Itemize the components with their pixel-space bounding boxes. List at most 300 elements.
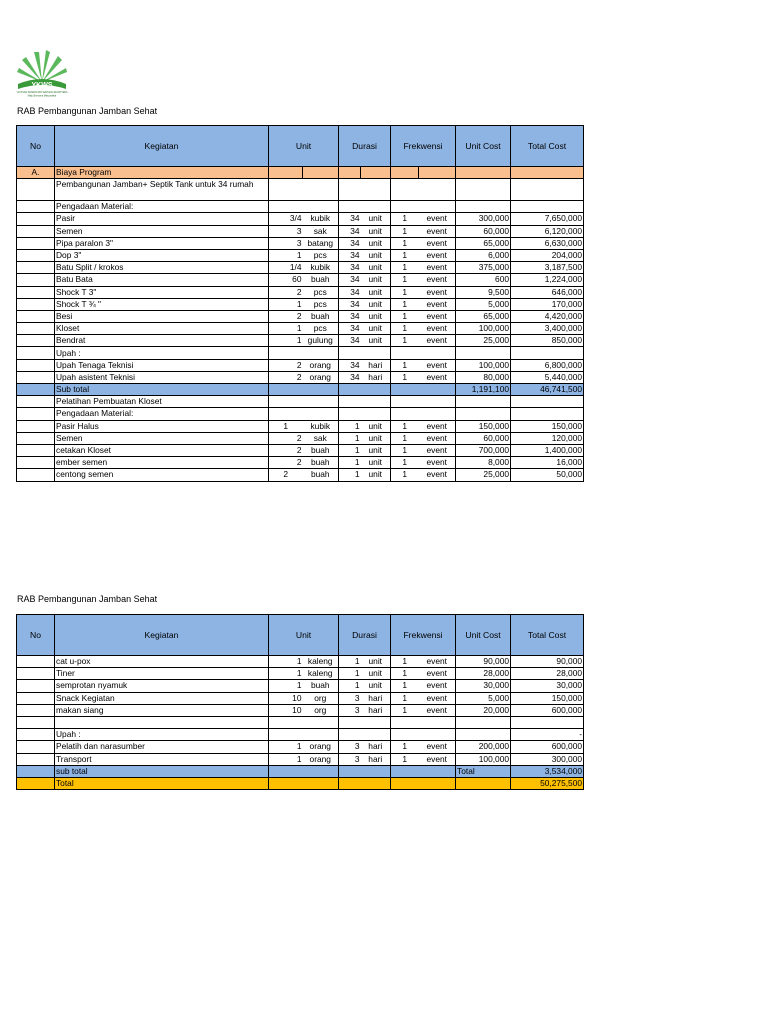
cell-durasi-type: unit bbox=[361, 444, 391, 456]
cell-frekwensi-qty bbox=[391, 384, 419, 396]
cell-unit-qty: 1/4 bbox=[269, 262, 303, 274]
cell-frekwensi-qty: 1 bbox=[391, 656, 419, 668]
table-row bbox=[17, 298, 584, 310]
cell-no bbox=[17, 323, 55, 335]
cell-unit-cost bbox=[456, 408, 511, 420]
cell-kegiatan: Semen bbox=[55, 432, 269, 444]
cell-no bbox=[17, 432, 55, 444]
cell-unit-type bbox=[303, 729, 339, 741]
cell-durasi-qty bbox=[339, 201, 361, 213]
cell-frekwensi-qty: 1 bbox=[391, 225, 419, 237]
cell-total-cost bbox=[511, 179, 584, 201]
cell-unit-cost: 700,000 bbox=[456, 444, 511, 456]
cell-durasi-qty: 1 bbox=[339, 432, 361, 444]
cell-unit-qty: 10 bbox=[269, 704, 303, 716]
cell-durasi-type: unit bbox=[361, 335, 391, 347]
cell-unit-qty: 10 bbox=[269, 692, 303, 704]
cell-durasi-type: unit bbox=[361, 469, 391, 481]
cell-durasi-type: unit bbox=[361, 432, 391, 444]
cell-unit-type: gulung bbox=[303, 335, 339, 347]
cell-no bbox=[17, 469, 55, 481]
section-row bbox=[17, 167, 584, 179]
cell-total-cost: 5,440,000 bbox=[511, 371, 584, 383]
cell-unit-type bbox=[303, 179, 339, 201]
cell-unit-cost bbox=[456, 716, 511, 728]
cell-unit-type: orang bbox=[303, 371, 339, 383]
svg-text:Maju Bersama Masyarakat: Maju Bersama Masyarakat bbox=[27, 94, 57, 98]
table-row bbox=[17, 777, 584, 789]
cell-kegiatan: Pasir Halus bbox=[55, 420, 269, 432]
cell-durasi-qty bbox=[339, 347, 361, 359]
table-row bbox=[17, 323, 584, 335]
cell-durasi-qty bbox=[339, 408, 361, 420]
table-row bbox=[17, 384, 584, 396]
cell-total-cost: 1,224,000 bbox=[511, 274, 584, 286]
cell-unit-qty bbox=[269, 729, 303, 741]
cell-kegiatan: Sub total bbox=[55, 384, 269, 396]
cell-durasi-type: unit bbox=[361, 323, 391, 335]
cell-unit-cost bbox=[456, 777, 511, 789]
cell-frekwensi-qty: 1 bbox=[391, 469, 419, 481]
cell-unit-type: orang bbox=[303, 741, 339, 753]
cell-durasi-type: unit bbox=[361, 262, 391, 274]
cell-no bbox=[17, 384, 55, 396]
cell-kegiatan: Snack Kegiatan bbox=[55, 692, 269, 704]
cell-frekwensi-type: event bbox=[419, 249, 456, 261]
cell-unit-cost: 600 bbox=[456, 274, 511, 286]
cell-no bbox=[17, 274, 55, 286]
cell-frekwensi-qty: 1 bbox=[391, 274, 419, 286]
cell-no bbox=[17, 457, 55, 469]
budget-table-1 bbox=[16, 125, 584, 482]
cell-frekwensi-qty: 1 bbox=[391, 298, 419, 310]
cell-total-cost: 600,000 bbox=[511, 741, 584, 753]
cell-durasi-type: unit bbox=[361, 298, 391, 310]
header-no: No bbox=[17, 615, 55, 656]
cell-unit-cost bbox=[456, 201, 511, 213]
cell-frekwensi-qty: 1 bbox=[391, 335, 419, 347]
cell-unit-qty: 2 bbox=[269, 286, 303, 298]
cell-frekwensi-type bbox=[419, 201, 456, 213]
cell-kegiatan bbox=[55, 716, 269, 728]
cell-kegiatan: Bendrat bbox=[55, 335, 269, 347]
cell-durasi-qty: 34 bbox=[339, 262, 361, 274]
header-unit: Unit bbox=[269, 126, 339, 167]
cell-durasi-qty: 34 bbox=[339, 323, 361, 335]
cell-unit-qty: 1 bbox=[269, 741, 303, 753]
cell-unit-cost: 65,000 bbox=[456, 310, 511, 322]
cell-unit-type bbox=[303, 347, 339, 359]
cell-durasi-qty: 34 bbox=[339, 335, 361, 347]
cell-frekwensi-qty bbox=[391, 777, 419, 789]
cell-durasi-type bbox=[361, 179, 391, 201]
cell-durasi-type: unit bbox=[361, 225, 391, 237]
cell-kegiatan: Upah : bbox=[55, 729, 269, 741]
cell-frekwensi-type: event bbox=[419, 213, 456, 225]
cell-unit-qty bbox=[269, 201, 303, 213]
cell-unit-qty bbox=[269, 716, 303, 728]
table-row bbox=[17, 432, 584, 444]
cell-unit-type: orang bbox=[303, 359, 339, 371]
cell-no bbox=[17, 335, 55, 347]
cell-frekwensi-type: event bbox=[419, 753, 456, 765]
cell-unit-type: sak bbox=[303, 225, 339, 237]
cell-durasi-qty: 34 bbox=[339, 371, 361, 383]
cell-unit-type: kaleng bbox=[303, 656, 339, 668]
cell-no bbox=[17, 213, 55, 225]
cell-durasi-type: unit bbox=[361, 457, 391, 469]
cell-frekwensi-type bbox=[419, 384, 456, 396]
cell-unit-cost: 375,000 bbox=[456, 262, 511, 274]
cell-no bbox=[17, 716, 55, 728]
svg-text:YAYASAN KESEHATAN WAHANA SEJAH: YAYASAN KESEHATAN WAHANA SEJAHTERA bbox=[16, 91, 68, 94]
cell-unit-cost bbox=[456, 729, 511, 741]
header-kegiatan: Kegiatan bbox=[55, 126, 269, 167]
cell-durasi-qty bbox=[339, 765, 361, 777]
cell-unit-cost: 25,000 bbox=[456, 335, 511, 347]
cell-total-cost: 3,534,000 bbox=[511, 765, 584, 777]
table-row bbox=[17, 444, 584, 456]
cell-total-cost: 50,275,500 bbox=[511, 777, 584, 789]
cell-frekwensi-type: event bbox=[419, 656, 456, 668]
cell-durasi-type: hari bbox=[361, 371, 391, 383]
header-row bbox=[17, 615, 584, 656]
section-label: Biaya Program bbox=[55, 167, 269, 179]
cell-unit-cost: 100,000 bbox=[456, 323, 511, 335]
cell-durasi-type bbox=[361, 716, 391, 728]
budget-table-2 bbox=[16, 614, 584, 790]
cell-no bbox=[17, 262, 55, 274]
cell-kegiatan: Upah : bbox=[55, 347, 269, 359]
table-row bbox=[17, 237, 584, 249]
cell-durasi-qty: 1 bbox=[339, 656, 361, 668]
cell-unit-type: kubik bbox=[303, 262, 339, 274]
cell-frekwensi-qty bbox=[391, 396, 419, 408]
cell-no bbox=[17, 179, 55, 201]
cell-no bbox=[17, 201, 55, 213]
cell-frekwensi-qty bbox=[391, 201, 419, 213]
cell-unit-qty bbox=[269, 396, 303, 408]
cell-unit-qty: 2 bbox=[269, 371, 303, 383]
cell-unit-cost bbox=[456, 396, 511, 408]
cell-frekwensi-type bbox=[419, 716, 456, 728]
cell-unit-qty: 1 bbox=[269, 249, 303, 261]
cell-unit-cost: 90,000 bbox=[456, 656, 511, 668]
header-total-cost: Total Cost bbox=[511, 126, 584, 167]
cell-kegiatan: Tiner bbox=[55, 668, 269, 680]
cell-durasi-type: unit bbox=[361, 249, 391, 261]
cell-durasi-qty: 1 bbox=[339, 668, 361, 680]
cell-unit-type: pcs bbox=[303, 323, 339, 335]
header-frekwensi: Frekwensi bbox=[391, 126, 456, 167]
cell-kegiatan: Pengadaan Material: bbox=[55, 408, 269, 420]
cell-unit-cost: 200,000 bbox=[456, 741, 511, 753]
cell-durasi-type: hari bbox=[361, 359, 391, 371]
cell-kegiatan: sub total bbox=[55, 765, 269, 777]
cell-unit-cost: 8,000 bbox=[456, 457, 511, 469]
cell-unit-type bbox=[303, 384, 339, 396]
cell-kegiatan: Pasir bbox=[55, 213, 269, 225]
cell-durasi-qty bbox=[339, 396, 361, 408]
cell-unit-qty bbox=[269, 408, 303, 420]
cell-durasi-qty: 3 bbox=[339, 704, 361, 716]
cell-durasi-type: unit bbox=[361, 213, 391, 225]
cell-frekwensi-type: event bbox=[419, 274, 456, 286]
cell-kegiatan: Pelatihan Pembuatan Kloset bbox=[55, 396, 269, 408]
cell-total-cost: 204,000 bbox=[511, 249, 584, 261]
cell-total-cost bbox=[511, 201, 584, 213]
cell-kegiatan: makan siang bbox=[55, 704, 269, 716]
table-row bbox=[17, 213, 584, 225]
cell-durasi-type bbox=[361, 408, 391, 420]
cell-frekwensi-qty: 1 bbox=[391, 692, 419, 704]
cell-frekwensi-type: event bbox=[419, 457, 456, 469]
cell-no bbox=[17, 704, 55, 716]
table-row bbox=[17, 469, 584, 481]
cell-total-cost: 6,800,000 bbox=[511, 359, 584, 371]
cell-frekwensi-type: event bbox=[419, 692, 456, 704]
cell-durasi-type: unit bbox=[361, 310, 391, 322]
cell-kegiatan: Pelatih dan narasumber bbox=[55, 741, 269, 753]
cell-durasi-qty: 3 bbox=[339, 741, 361, 753]
cell-no bbox=[17, 347, 55, 359]
cell-durasi-type: hari bbox=[361, 753, 391, 765]
cell-frekwensi-qty: 1 bbox=[391, 457, 419, 469]
cell-no bbox=[17, 359, 55, 371]
table-row bbox=[17, 420, 584, 432]
cell-unit-type: buah bbox=[303, 457, 339, 469]
cell-durasi-qty: 1 bbox=[339, 420, 361, 432]
table-row bbox=[17, 408, 584, 420]
table-row bbox=[17, 371, 584, 383]
cell-kegiatan: semprotan nyamuk bbox=[55, 680, 269, 692]
cell-frekwensi-type bbox=[419, 777, 456, 789]
cell-total-cost: 150,000 bbox=[511, 692, 584, 704]
cell-no bbox=[17, 310, 55, 322]
cell-durasi-qty: 1 bbox=[339, 680, 361, 692]
cell-unit-qty bbox=[269, 765, 303, 777]
cell-frekwensi-type bbox=[419, 729, 456, 741]
cell-total-cost: 46,741,500 bbox=[511, 384, 584, 396]
cell-unit-cost: 65,000 bbox=[456, 237, 511, 249]
cell-unit-qty bbox=[269, 777, 303, 789]
cell-unit-qty: 1 bbox=[269, 668, 303, 680]
cell-kegiatan: Shock T 3" bbox=[55, 286, 269, 298]
cell-frekwensi-qty: 1 bbox=[391, 753, 419, 765]
cell-total-cost bbox=[511, 716, 584, 728]
cell-unit-type bbox=[303, 765, 339, 777]
cell-frekwensi-type: event bbox=[419, 237, 456, 249]
cell-kegiatan: Batu Bata bbox=[55, 274, 269, 286]
cell-unit-cost bbox=[456, 179, 511, 201]
cell-durasi-type: unit bbox=[361, 668, 391, 680]
cell-durasi-type: unit bbox=[361, 274, 391, 286]
cell-unit-qty: 3/4 bbox=[269, 213, 303, 225]
cell-frekwensi-qty: 1 bbox=[391, 680, 419, 692]
cell-total-cost: 120,000 bbox=[511, 432, 584, 444]
cell-durasi-type bbox=[361, 777, 391, 789]
cell-frekwensi-type: event bbox=[419, 420, 456, 432]
cell-frekwensi-qty: 1 bbox=[391, 262, 419, 274]
cell-unit-type: buah bbox=[303, 274, 339, 286]
cell-frekwensi-qty: 1 bbox=[391, 704, 419, 716]
svg-text:YKWS: YKWS bbox=[31, 82, 53, 89]
cell-unit-qty: 2 bbox=[269, 310, 303, 322]
cell-kegiatan: Besi bbox=[55, 310, 269, 322]
cell-unit-qty: 1 bbox=[269, 680, 303, 692]
cell-unit-cost: 5,000 bbox=[456, 298, 511, 310]
cell-frekwensi-qty bbox=[391, 716, 419, 728]
cell-durasi-qty bbox=[339, 179, 361, 201]
cell-total-cost: 170,000 bbox=[511, 298, 584, 310]
cell-durasi-type: unit bbox=[361, 656, 391, 668]
cell-unit-qty: 60 bbox=[269, 274, 303, 286]
cell-kegiatan: Upah Tenaga Teknisi bbox=[55, 359, 269, 371]
cell-frekwensi-type bbox=[419, 408, 456, 420]
cell-durasi-type: hari bbox=[361, 692, 391, 704]
table-row bbox=[17, 457, 584, 469]
cell-frekwensi-qty: 1 bbox=[391, 444, 419, 456]
table-row bbox=[17, 201, 584, 213]
cell-frekwensi-type: event bbox=[419, 262, 456, 274]
cell-frekwensi-type bbox=[419, 765, 456, 777]
cell-durasi-qty: 1 bbox=[339, 444, 361, 456]
cell-unit-type: kubik bbox=[303, 420, 339, 432]
cell-durasi-qty: 34 bbox=[339, 274, 361, 286]
cell-no bbox=[17, 692, 55, 704]
cell-total-cost: 16,000 bbox=[511, 457, 584, 469]
cell-unit-type: buah bbox=[303, 469, 339, 481]
cell-total-cost: 6,120,000 bbox=[511, 225, 584, 237]
cell-unit-qty: 1 bbox=[269, 335, 303, 347]
section-number: A. bbox=[17, 167, 55, 179]
cell-frekwensi-type: event bbox=[419, 432, 456, 444]
cell-unit-qty: 1 bbox=[269, 420, 303, 432]
cell-frekwensi-type: event bbox=[419, 286, 456, 298]
cell-frekwensi-type: event bbox=[419, 704, 456, 716]
cell-unit-qty bbox=[269, 347, 303, 359]
cell-unit-qty: 3 bbox=[269, 225, 303, 237]
table-row bbox=[17, 274, 584, 286]
header-durasi: Durasi bbox=[339, 126, 391, 167]
cell-unit-qty: 1 bbox=[269, 656, 303, 668]
cell-total-cost: 600,000 bbox=[511, 704, 584, 716]
cell-kegiatan: Batu Split / krokos bbox=[55, 262, 269, 274]
cell-unit-cost: 5,000 bbox=[456, 692, 511, 704]
cell-frekwensi-type: event bbox=[419, 741, 456, 753]
cell-frekwensi-type: event bbox=[419, 298, 456, 310]
cell-durasi-qty bbox=[339, 384, 361, 396]
cell-kegiatan: centong semen bbox=[55, 469, 269, 481]
cell-frekwensi-qty bbox=[391, 347, 419, 359]
cell-frekwensi-qty: 1 bbox=[391, 237, 419, 249]
cell-total-cost: - bbox=[511, 729, 584, 741]
header-kegiatan: Kegiatan bbox=[55, 615, 269, 656]
cell-unit-type: pcs bbox=[303, 249, 339, 261]
table-row bbox=[17, 335, 584, 347]
cell-kegiatan: Semen bbox=[55, 225, 269, 237]
cell-no bbox=[17, 396, 55, 408]
cell-no bbox=[17, 680, 55, 692]
cell-frekwensi-type: event bbox=[419, 335, 456, 347]
table-row bbox=[17, 765, 584, 777]
cell-frekwensi-type: event bbox=[419, 469, 456, 481]
table-row bbox=[17, 753, 584, 765]
header-durasi: Durasi bbox=[339, 615, 391, 656]
header-row bbox=[17, 126, 584, 167]
cell-total-cost bbox=[511, 396, 584, 408]
cell-unit-type: kaleng bbox=[303, 668, 339, 680]
cell-unit-qty: 2 bbox=[269, 359, 303, 371]
cell-no bbox=[17, 225, 55, 237]
cell-total-cost: 90,000 bbox=[511, 656, 584, 668]
cell-no bbox=[17, 656, 55, 668]
cell-unit-qty: 1 bbox=[269, 298, 303, 310]
cell-frekwensi-type: event bbox=[419, 668, 456, 680]
cell-frekwensi-qty: 1 bbox=[391, 323, 419, 335]
cell-no bbox=[17, 237, 55, 249]
cell-frekwensi-qty: 1 bbox=[391, 371, 419, 383]
cell-kegiatan: cetakan Kloset bbox=[55, 444, 269, 456]
table-row bbox=[17, 249, 584, 261]
cell-durasi-qty bbox=[339, 777, 361, 789]
cell-frekwensi-qty bbox=[391, 765, 419, 777]
cell-unit-type: batang bbox=[303, 237, 339, 249]
cell-frekwensi-qty: 1 bbox=[391, 432, 419, 444]
cell-total-cost: 300,000 bbox=[511, 753, 584, 765]
table-row bbox=[17, 347, 584, 359]
header-unit-cost: Unit Cost bbox=[456, 126, 511, 167]
cell-durasi-type: unit bbox=[361, 237, 391, 249]
cell-total-cost: 4,420,000 bbox=[511, 310, 584, 322]
cell-kegiatan: Transport bbox=[55, 753, 269, 765]
cell-total-cost bbox=[511, 408, 584, 420]
cell-durasi-qty: 34 bbox=[339, 237, 361, 249]
cell-total-cost: 50,000 bbox=[511, 469, 584, 481]
cell-durasi-type: unit bbox=[361, 420, 391, 432]
cell-unit-type: org bbox=[303, 704, 339, 716]
cell-kegiatan: Pipa paralon 3" bbox=[55, 237, 269, 249]
cell-durasi-qty bbox=[339, 716, 361, 728]
cell-total-cost: 7,650,000 bbox=[511, 213, 584, 225]
cell-total-cost: 150,000 bbox=[511, 420, 584, 432]
cell-unit-type bbox=[303, 777, 339, 789]
cell-unit-cost: 6,000 bbox=[456, 249, 511, 261]
cell-kegiatan: ember semen bbox=[55, 457, 269, 469]
cell-durasi-qty: 34 bbox=[339, 298, 361, 310]
cell-unit-type: pcs bbox=[303, 286, 339, 298]
header-total-cost: Total Cost bbox=[511, 615, 584, 656]
cell-kegiatan: Kloset bbox=[55, 323, 269, 335]
table-row bbox=[17, 741, 584, 753]
cell-frekwensi-qty bbox=[391, 729, 419, 741]
cell-durasi-qty: 1 bbox=[339, 457, 361, 469]
cell-kegiatan: Pengadaan Material: bbox=[55, 201, 269, 213]
cell-unit-cost: 9,500 bbox=[456, 286, 511, 298]
cell-frekwensi-qty: 1 bbox=[391, 741, 419, 753]
cell-no bbox=[17, 408, 55, 420]
cell-unit-qty: 2 bbox=[269, 444, 303, 456]
cell-durasi-type bbox=[361, 201, 391, 213]
cell-unit-type: orang bbox=[303, 753, 339, 765]
cell-durasi-qty: 34 bbox=[339, 286, 361, 298]
cell-no bbox=[17, 298, 55, 310]
cell-frekwensi-type bbox=[419, 396, 456, 408]
cell-durasi-qty: 34 bbox=[339, 225, 361, 237]
cell-frekwensi-qty: 1 bbox=[391, 286, 419, 298]
cell-unit-cost: 60,000 bbox=[456, 432, 511, 444]
cell-no bbox=[17, 286, 55, 298]
